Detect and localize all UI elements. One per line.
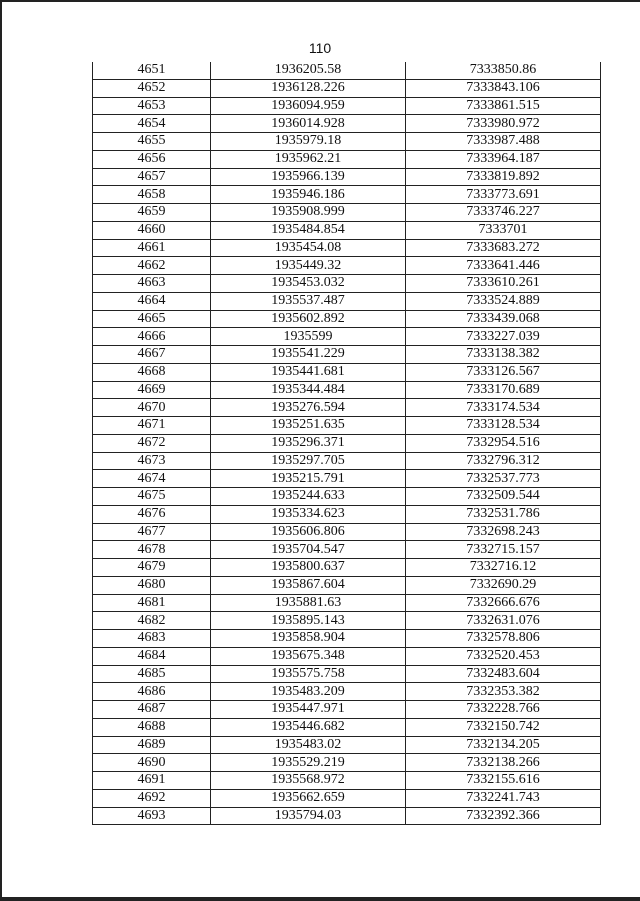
point-number-cell: 4682 <box>93 612 211 630</box>
x-coordinate-cell: 1935602.892 <box>211 310 406 328</box>
y-coordinate-cell: 7332537.773 <box>406 470 601 488</box>
table-row <box>93 683 601 701</box>
y-coordinate-cell: 7333980.972 <box>406 115 601 133</box>
x-coordinate-cell: 1935484.854 <box>211 221 406 239</box>
x-coordinate-cell: 1935529.219 <box>211 754 406 772</box>
x-coordinate-cell: 1935881.63 <box>211 594 406 612</box>
scan-border-left <box>0 0 2 901</box>
y-coordinate-cell: 7332715.157 <box>406 541 601 559</box>
point-number-cell: 4657 <box>93 168 211 186</box>
y-coordinate-cell: 7332228.766 <box>406 701 601 719</box>
x-coordinate-cell: 1935606.806 <box>211 523 406 541</box>
y-coordinate-cell: 7332241.743 <box>406 789 601 807</box>
point-number-cell: 4674 <box>93 470 211 488</box>
table-row <box>93 204 601 222</box>
point-number-cell: 4676 <box>93 505 211 523</box>
x-coordinate-cell: 1935575.758 <box>211 665 406 683</box>
table-row <box>93 701 601 719</box>
y-coordinate-cell: 7333861.515 <box>406 97 601 115</box>
table-row <box>93 186 601 204</box>
point-number-cell: 4685 <box>93 665 211 683</box>
point-number-cell: 4661 <box>93 239 211 257</box>
scan-border-top <box>0 0 640 2</box>
table-row <box>93 239 601 257</box>
point-number-cell: 4691 <box>93 772 211 790</box>
y-coordinate-cell: 7332631.076 <box>406 612 601 630</box>
point-number-cell: 4684 <box>93 647 211 665</box>
point-number-cell: 4681 <box>93 594 211 612</box>
x-coordinate-cell: 1935447.971 <box>211 701 406 719</box>
table-row <box>93 434 601 452</box>
x-coordinate-cell: 1935276.594 <box>211 399 406 417</box>
table-row <box>93 488 601 506</box>
page-number: 110 <box>308 40 332 56</box>
y-coordinate-cell: 7333524.889 <box>406 292 601 310</box>
coordinates-table-body <box>93 62 601 825</box>
y-coordinate-cell: 7333746.227 <box>406 204 601 222</box>
y-coordinate-cell: 7333701 <box>406 221 601 239</box>
table-row <box>93 115 601 133</box>
point-number-cell: 4660 <box>93 221 211 239</box>
table-row <box>93 275 601 293</box>
x-coordinate-cell: 1935446.682 <box>211 718 406 736</box>
x-coordinate-cell: 1935441.681 <box>211 363 406 381</box>
x-coordinate-cell: 1935334.623 <box>211 505 406 523</box>
y-coordinate-cell: 7332578.806 <box>406 630 601 648</box>
table-row <box>93 310 601 328</box>
table-row <box>93 559 601 577</box>
x-coordinate-cell: 1935215.791 <box>211 470 406 488</box>
x-coordinate-cell: 1936128.226 <box>211 79 406 97</box>
y-coordinate-cell: 7333773.691 <box>406 186 601 204</box>
table-row <box>93 257 601 275</box>
point-number-cell: 4680 <box>93 576 211 594</box>
point-number-cell: 4658 <box>93 186 211 204</box>
point-number-cell: 4670 <box>93 399 211 417</box>
y-coordinate-cell: 7332520.453 <box>406 647 601 665</box>
point-number-cell: 4659 <box>93 204 211 222</box>
point-number-cell: 4688 <box>93 718 211 736</box>
y-coordinate-cell: 7333126.567 <box>406 363 601 381</box>
x-coordinate-cell: 1935895.143 <box>211 612 406 630</box>
table-row <box>93 789 601 807</box>
point-number-cell: 4675 <box>93 488 211 506</box>
point-number-cell: 4686 <box>93 683 211 701</box>
table-row <box>93 576 601 594</box>
y-coordinate-cell: 7332155.616 <box>406 772 601 790</box>
x-coordinate-cell: 1935908.999 <box>211 204 406 222</box>
x-coordinate-cell: 1935675.348 <box>211 647 406 665</box>
table-row <box>93 630 601 648</box>
y-coordinate-cell: 7333850.86 <box>406 62 601 79</box>
y-coordinate-cell: 7332138.266 <box>406 754 601 772</box>
point-number-cell: 4667 <box>93 346 211 364</box>
table-row <box>93 523 601 541</box>
table-row <box>93 452 601 470</box>
point-number-cell: 4693 <box>93 807 211 825</box>
table-row <box>93 417 601 435</box>
table-row <box>93 399 601 417</box>
coordinates-table <box>92 62 601 825</box>
y-coordinate-cell: 7332509.544 <box>406 488 601 506</box>
y-coordinate-cell: 7332716.12 <box>406 559 601 577</box>
y-coordinate-cell: 7332392.366 <box>406 807 601 825</box>
x-coordinate-cell: 1935483.02 <box>211 736 406 754</box>
x-coordinate-cell: 1935794.03 <box>211 807 406 825</box>
x-coordinate-cell: 1936205.58 <box>211 62 406 79</box>
y-coordinate-cell: 7333843.106 <box>406 79 601 97</box>
y-coordinate-cell: 7332690.29 <box>406 576 601 594</box>
y-coordinate-cell: 7333174.534 <box>406 399 601 417</box>
table-row <box>93 807 601 825</box>
x-coordinate-cell: 1935453.032 <box>211 275 406 293</box>
scan-border-bottom <box>0 897 640 901</box>
y-coordinate-cell: 7332134.205 <box>406 736 601 754</box>
point-number-cell: 4665 <box>93 310 211 328</box>
point-number-cell: 4656 <box>93 150 211 168</box>
point-number-cell: 4673 <box>93 452 211 470</box>
x-coordinate-cell: 1935979.18 <box>211 133 406 151</box>
x-coordinate-cell: 1935454.08 <box>211 239 406 257</box>
x-coordinate-cell: 1935541.229 <box>211 346 406 364</box>
y-coordinate-cell: 7333128.534 <box>406 417 601 435</box>
y-coordinate-cell: 7332698.243 <box>406 523 601 541</box>
table-row <box>93 647 601 665</box>
table-row <box>93 718 601 736</box>
y-coordinate-cell: 7333987.488 <box>406 133 601 151</box>
table-row <box>93 168 601 186</box>
x-coordinate-cell: 1935251.635 <box>211 417 406 435</box>
x-coordinate-cell: 1935449.32 <box>211 257 406 275</box>
table-row <box>93 79 601 97</box>
point-number-cell: 4662 <box>93 257 211 275</box>
point-number-cell: 4652 <box>93 79 211 97</box>
y-coordinate-cell: 7333170.689 <box>406 381 601 399</box>
point-number-cell: 4689 <box>93 736 211 754</box>
y-coordinate-cell: 7333138.382 <box>406 346 601 364</box>
table-row <box>93 470 601 488</box>
table-row <box>93 328 601 346</box>
x-coordinate-cell: 1935858.904 <box>211 630 406 648</box>
table-row <box>93 62 601 79</box>
table-row <box>93 541 601 559</box>
table-row <box>93 754 601 772</box>
table-row <box>93 97 601 115</box>
point-number-cell: 4654 <box>93 115 211 133</box>
point-number-cell: 4668 <box>93 363 211 381</box>
y-coordinate-cell: 7332666.676 <box>406 594 601 612</box>
y-coordinate-cell: 7332531.786 <box>406 505 601 523</box>
y-coordinate-cell: 7332954.516 <box>406 434 601 452</box>
table-row <box>93 665 601 683</box>
y-coordinate-cell: 7333683.272 <box>406 239 601 257</box>
point-number-cell: 4664 <box>93 292 211 310</box>
table-row <box>93 292 601 310</box>
x-coordinate-cell: 1935962.21 <box>211 150 406 168</box>
table-row <box>93 736 601 754</box>
point-number-cell: 4663 <box>93 275 211 293</box>
table-row <box>93 505 601 523</box>
point-number-cell: 4692 <box>93 789 211 807</box>
point-number-cell: 4678 <box>93 541 211 559</box>
point-number-cell: 4653 <box>93 97 211 115</box>
point-number-cell: 4669 <box>93 381 211 399</box>
x-coordinate-cell: 1935599 <box>211 328 406 346</box>
y-coordinate-cell: 7332353.382 <box>406 683 601 701</box>
y-coordinate-cell: 7333819.892 <box>406 168 601 186</box>
x-coordinate-cell: 1935662.659 <box>211 789 406 807</box>
point-number-cell: 4683 <box>93 630 211 648</box>
table-row <box>93 346 601 364</box>
x-coordinate-cell: 1935800.637 <box>211 559 406 577</box>
y-coordinate-cell: 7332483.604 <box>406 665 601 683</box>
point-number-cell: 4655 <box>93 133 211 151</box>
point-number-cell: 4672 <box>93 434 211 452</box>
point-number-cell: 4671 <box>93 417 211 435</box>
y-coordinate-cell: 7333610.261 <box>406 275 601 293</box>
x-coordinate-cell: 1936014.928 <box>211 115 406 133</box>
x-coordinate-cell: 1935296.371 <box>211 434 406 452</box>
point-number-cell: 4679 <box>93 559 211 577</box>
y-coordinate-cell: 7333964.187 <box>406 150 601 168</box>
point-number-cell: 4677 <box>93 523 211 541</box>
table-row <box>93 772 601 790</box>
table-row <box>93 221 601 239</box>
y-coordinate-cell: 7333227.039 <box>406 328 601 346</box>
y-coordinate-cell: 7332150.742 <box>406 718 601 736</box>
y-coordinate-cell: 7333641.446 <box>406 257 601 275</box>
x-coordinate-cell: 1935244.633 <box>211 488 406 506</box>
point-number-cell: 4687 <box>93 701 211 719</box>
x-coordinate-cell: 1935568.972 <box>211 772 406 790</box>
x-coordinate-cell: 1935704.547 <box>211 541 406 559</box>
table-row <box>93 363 601 381</box>
table-row <box>93 381 601 399</box>
x-coordinate-cell: 1935297.705 <box>211 452 406 470</box>
y-coordinate-cell: 7333439.068 <box>406 310 601 328</box>
x-coordinate-cell: 1936094.959 <box>211 97 406 115</box>
x-coordinate-cell: 1935483.209 <box>211 683 406 701</box>
point-number-cell: 4651 <box>93 62 211 79</box>
x-coordinate-cell: 1935946.186 <box>211 186 406 204</box>
table-row <box>93 594 601 612</box>
coordinates-table-wrapper <box>92 62 600 825</box>
y-coordinate-cell: 7332796.312 <box>406 452 601 470</box>
x-coordinate-cell: 1935867.604 <box>211 576 406 594</box>
point-number-cell: 4666 <box>93 328 211 346</box>
x-coordinate-cell: 1935966.139 <box>211 168 406 186</box>
x-coordinate-cell: 1935537.487 <box>211 292 406 310</box>
table-row <box>93 612 601 630</box>
x-coordinate-cell: 1935344.484 <box>211 381 406 399</box>
point-number-cell: 4690 <box>93 754 211 772</box>
table-row <box>93 133 601 151</box>
table-row <box>93 150 601 168</box>
